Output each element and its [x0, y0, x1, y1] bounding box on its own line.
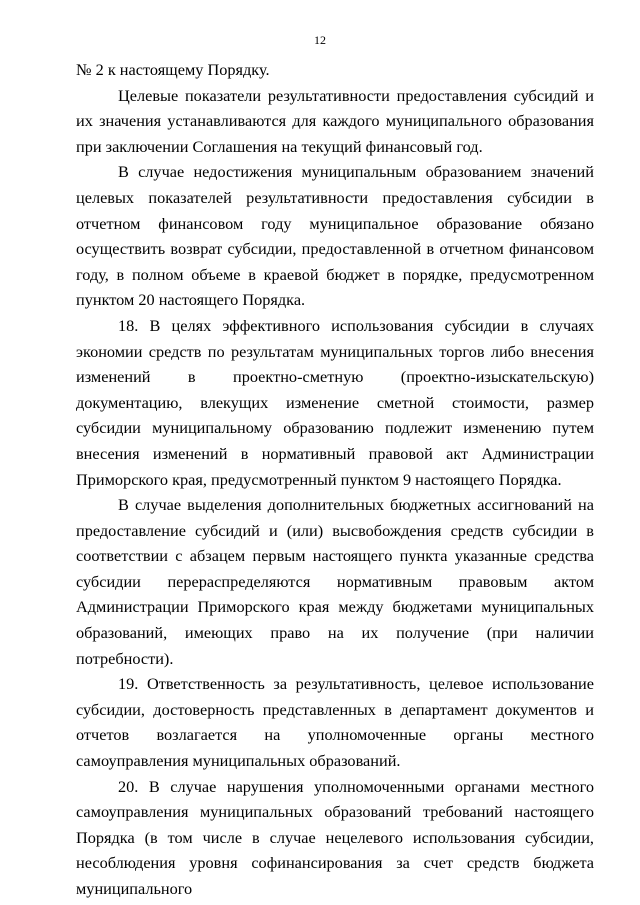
- paragraph-item-19: 19. Ответственность за результативность, целевое использование субсидии, достоверность представленных в департамент документов и отчетов возлагается на уполномоченные органы местного самоуправления муниципальных образований.: [76, 674, 594, 771]
- paragraph-item-18: 18. В целях эффективного использования субсидии в случаях экономии средств по результатам муниципальных торгов либо внесения изменений в проектно-сметную (проектно-изыскательскую) документацию, влекущих изменение сметной стоимости, размер субсидии муниципальному образованию подлежит изменению путем внесения изменений в нормативный правовой акт Администрации Приморского края, предусмотренный пунктом 9 настоящего Порядка.: [76, 315, 594, 489]
- document-body: [76, 57, 594, 902]
- paragraph-non-achievement: В случае недостижения муниципальным образованием значений целевых показателей результативности предоставления субсидии в отчетном финансовом году муниципальное образование обязано осуществить возврат субсидии, предоставленной в отчетном финансовом году, в полном объеме в краевой бюджет в порядке, предусмотренном пунктом 20 настоящего Порядка.: [76, 162, 594, 310]
- paragraph-item-20: 20. В случае нарушения уполномоченными органами местного самоуправления муниципальных образований требований настоящего Порядка (в том числе в случае нецелевого использования субсидии, несоблюдения уровня софинансирования за счет средств бюджета муниципального: [76, 776, 594, 898]
- paragraph-continuation: № 2 к настоящему Порядку.: [76, 60, 270, 79]
- paragraph-target-indicators: Целевые показатели результативности предоставления субсидий и их значения устанавливаются для каждого муниципального образования при заключении Соглашения на текущий финансовый год.: [76, 85, 594, 156]
- paragraph-additional-allocations: В случае выделения дополнительных бюджетных ассигнований на предоставление субсидий и (или) высвобождения средств субсидии в соответствии с абзацем первым настоящего пункта указанные средства субсидии перераспределяются нормативным правовым актом Администрации Приморского края между бюджетами муниципальных образований, имеющих право на их получение (при наличии потребности).: [76, 495, 594, 668]
- page-number: 12: [314, 33, 326, 47]
